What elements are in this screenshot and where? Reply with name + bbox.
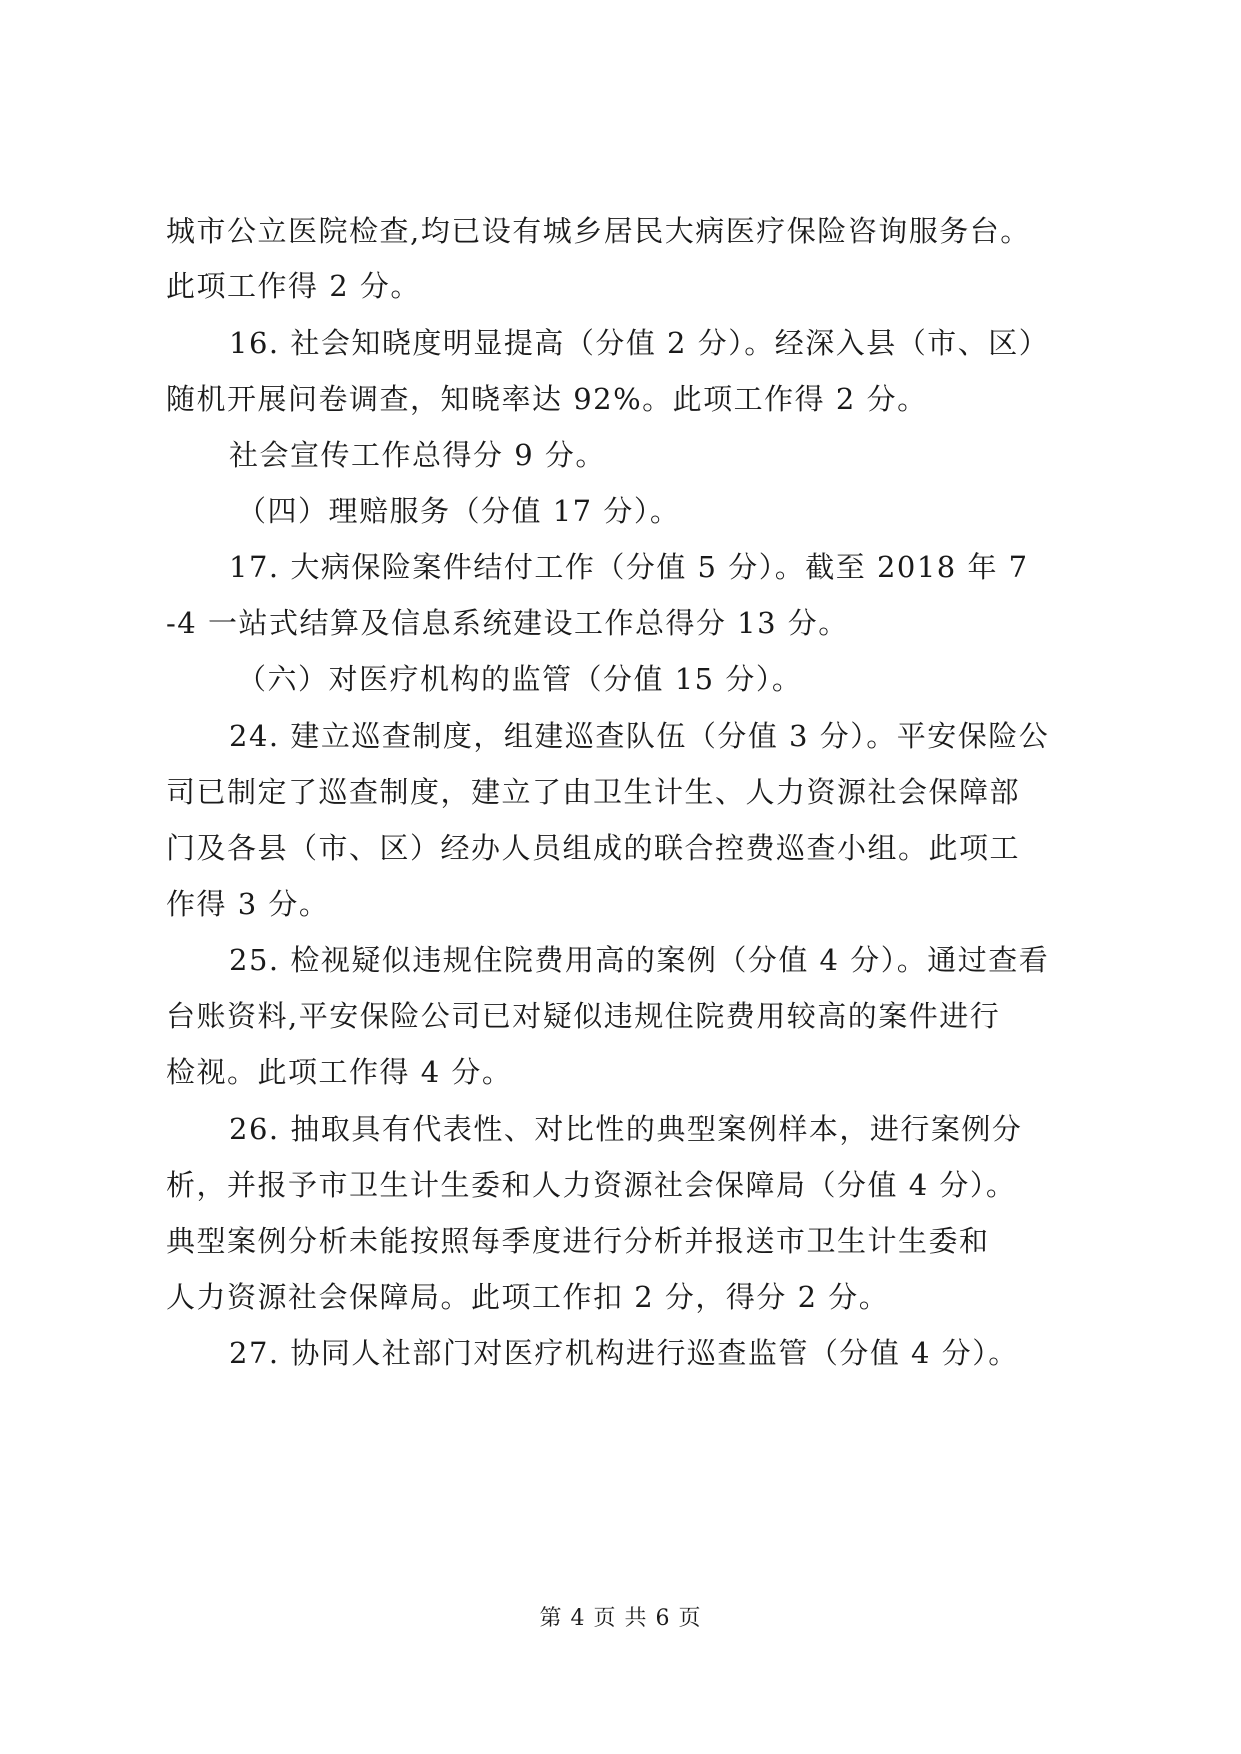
text-line: 随机开展问卷调查，知晓率达 92%。此项工作得 2 分。 xyxy=(166,382,928,416)
section-heading: （四）理赔服务（分值 17 分）。 xyxy=(237,494,681,528)
text-line: 27. 协同人社部门对医疗机构进行巡查监管（分值 4 分）。 xyxy=(229,1336,1019,1370)
text-line: 16. 社会知晓度明显提高（分值 2 分）。经深入县（市、区） xyxy=(229,326,1050,360)
text-line: 典型案例分析未能按照每季度进行分析并报送市卫生计生委和 xyxy=(166,1224,990,1258)
text-line: 此项工作得 2 分。 xyxy=(166,269,421,303)
text-line: 检视。此项工作得 4 分。 xyxy=(166,1055,513,1089)
text-line: 作得 3 分。 xyxy=(166,887,330,921)
text-line: 门及各县（市、区）经办人员组成的联合控费巡查小组。此项工 xyxy=(166,831,1021,865)
text-line: 社会宣传工作总得分 9 分。 xyxy=(229,438,606,472)
text-line: 司已制定了巡查制度，建立了由卫生计生、人力资源社会保障部 xyxy=(166,775,1021,809)
text-line: 台账资料,平安保险公司已对疑似违规住院费用较高的案件进行 xyxy=(166,999,1001,1033)
section-heading: （六）对医疗机构的监管（分值 15 分）。 xyxy=(237,662,803,696)
text-line: 26. 抽取具有代表性、对比性的典型案例样本，进行案例分 xyxy=(229,1112,1023,1146)
text-line: 17. 大病保险案件结付工作（分值 5 分）。截至 2018 年 7 xyxy=(229,550,1029,584)
text-line: 人力资源社会保障局。此项工作扣 2 分，得分 2 分。 xyxy=(166,1280,890,1314)
text-line: -4 一站式结算及信息系统建设工作总得分 13 分。 xyxy=(166,606,849,640)
text-line: 城市公立医院检查,均已设有城乡居民大病医疗保险咨询服务台。 xyxy=(166,214,1031,248)
text-line: 析，并报予市卫生计生委和人力资源社会保障局（分值 4 分）。 xyxy=(166,1168,1017,1202)
page-number-footer: 第 4 页 共 6 页 xyxy=(539,1606,702,1631)
text-line: 25. 检视疑似违规住院费用高的案例（分值 4 分）。通过查看 xyxy=(229,943,1050,977)
text-line: 24. 建立巡查制度，组建巡查队伍（分值 3 分）。平安保险公 xyxy=(229,719,1050,753)
